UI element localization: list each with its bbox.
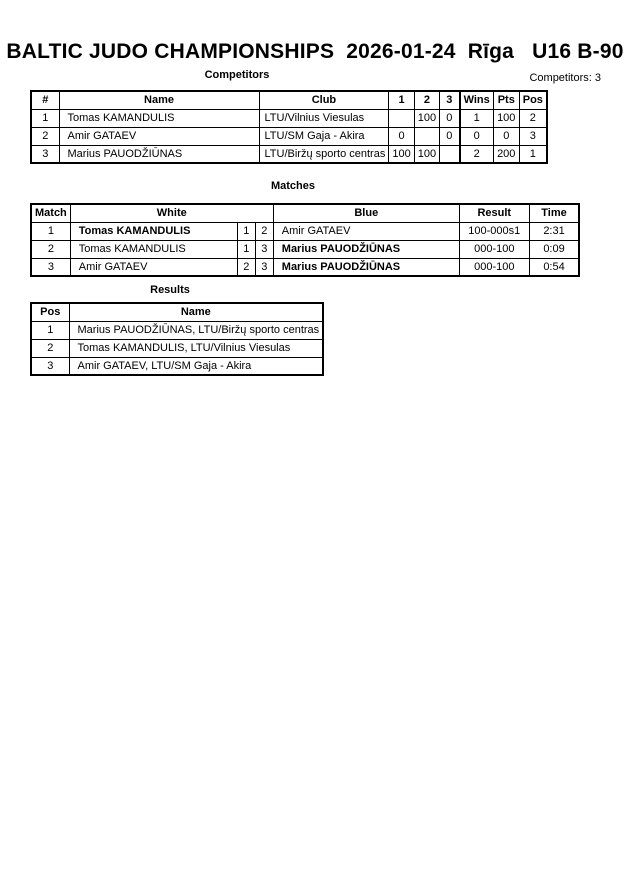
match-result: 000-100 bbox=[459, 240, 529, 258]
match-row bbox=[31, 240, 579, 258]
result-row bbox=[31, 357, 323, 375]
competitor-pts: 100 bbox=[493, 109, 519, 127]
match-row bbox=[31, 258, 579, 276]
blue-draw-number: 2 bbox=[255, 222, 273, 240]
competitors-count: Competitors: 3 bbox=[529, 72, 601, 84]
score-vs-3 bbox=[440, 145, 460, 163]
score-vs-2: 100 bbox=[414, 145, 439, 163]
page-title: BALTIC JUDO CHAMPIONSHIPS 2026-01-24 Rīga U16 B-90 bbox=[6, 40, 624, 63]
white-competitor: Tomas KAMANDULIS bbox=[70, 240, 237, 258]
competitor-row bbox=[31, 109, 547, 127]
matches-section-label: Matches bbox=[270, 180, 316, 192]
blue-competitor: Marius PAUODŽIŪNAS bbox=[273, 240, 459, 258]
competitor-club: LTU/SM Gaja - Akira bbox=[259, 127, 389, 145]
match-time: 2:31 bbox=[529, 222, 579, 240]
match-result: 100-000s1 bbox=[459, 222, 529, 240]
matches-header-row bbox=[31, 204, 579, 222]
matches-table bbox=[30, 203, 580, 277]
blue-competitor: Marius PAUODŽIŪNAS bbox=[273, 258, 459, 276]
match-result: 000-100 bbox=[459, 258, 529, 276]
competitor-row bbox=[31, 145, 547, 163]
competitor-club: LTU/Vilnius Viesulas bbox=[259, 109, 389, 127]
blue-competitor: Amir GATAEV bbox=[273, 222, 459, 240]
competitor-pts: 200 bbox=[493, 145, 519, 163]
score-vs-2 bbox=[414, 127, 439, 145]
competitor-club: LTU/Biržų sporto centras bbox=[259, 145, 389, 163]
white-competitor: Amir GATAEV bbox=[70, 258, 237, 276]
col-header-pts: Pts bbox=[493, 91, 519, 109]
blue-draw-number: 3 bbox=[255, 240, 273, 258]
col-header-white: White bbox=[70, 204, 273, 222]
score-vs-1: 100 bbox=[389, 145, 414, 163]
col-header-time: Time bbox=[529, 204, 579, 222]
result-name: Tomas KAMANDULIS, LTU/Vilnius Viesulas bbox=[69, 339, 323, 357]
result-row bbox=[31, 339, 323, 357]
results-section-label: Results bbox=[150, 284, 190, 296]
result-pos: 2 bbox=[31, 339, 69, 357]
competitors-table bbox=[30, 90, 548, 164]
score-vs-1: 0 bbox=[389, 127, 414, 145]
results-table bbox=[30, 302, 324, 376]
competitors-section-label: Competitors bbox=[204, 69, 270, 81]
competitor-name: Amir GATAEV bbox=[59, 127, 259, 145]
competitor-pts: 0 bbox=[493, 127, 519, 145]
result-name: Amir GATAEV, LTU/SM Gaja - Akira bbox=[69, 357, 323, 375]
competitor-name: Tomas KAMANDULIS bbox=[59, 109, 259, 127]
score-vs-1 bbox=[389, 109, 414, 127]
score-vs-2: 100 bbox=[414, 109, 439, 127]
match-number: 1 bbox=[31, 222, 70, 240]
col-header-name: Name bbox=[69, 303, 323, 321]
competitor-num: 2 bbox=[31, 127, 59, 145]
col-header-3: 3 bbox=[440, 91, 460, 109]
result-pos: 1 bbox=[31, 321, 69, 339]
result-name: Marius PAUODŽIŪNAS, LTU/Biržų sporto centras bbox=[69, 321, 323, 339]
competitor-row bbox=[31, 127, 547, 145]
col-header-match: Match bbox=[31, 204, 70, 222]
col-header-2: 2 bbox=[414, 91, 439, 109]
score-vs-3: 0 bbox=[440, 127, 460, 145]
col-header-num: # bbox=[31, 91, 59, 109]
competitor-pos: 2 bbox=[519, 109, 547, 127]
result-pos: 3 bbox=[31, 357, 69, 375]
match-number: 3 bbox=[31, 258, 70, 276]
competitors-header-row bbox=[31, 91, 547, 109]
blue-draw-number: 3 bbox=[255, 258, 273, 276]
white-draw-number: 1 bbox=[237, 222, 255, 240]
competitor-wins: 1 bbox=[460, 109, 494, 127]
competitor-num: 3 bbox=[31, 145, 59, 163]
match-time: 0:09 bbox=[529, 240, 579, 258]
score-vs-3: 0 bbox=[440, 109, 460, 127]
competitor-wins: 2 bbox=[460, 145, 494, 163]
white-competitor: Tomas KAMANDULIS bbox=[70, 222, 237, 240]
result-row bbox=[31, 321, 323, 339]
col-header-name: Name bbox=[59, 91, 259, 109]
white-draw-number: 2 bbox=[237, 258, 255, 276]
col-header-club: Club bbox=[259, 91, 389, 109]
col-header-wins: Wins bbox=[460, 91, 494, 109]
match-row bbox=[31, 222, 579, 240]
competitor-wins: 0 bbox=[460, 127, 494, 145]
col-header-pos: Pos bbox=[519, 91, 547, 109]
match-number: 2 bbox=[31, 240, 70, 258]
competitor-pos: 1 bbox=[519, 145, 547, 163]
competitor-name: Marius PAUODŽIŪNAS bbox=[59, 145, 259, 163]
col-header-result: Result bbox=[459, 204, 529, 222]
col-header-blue: Blue bbox=[273, 204, 459, 222]
competitor-num: 1 bbox=[31, 109, 59, 127]
competitor-pos: 3 bbox=[519, 127, 547, 145]
results-header-row bbox=[31, 303, 323, 321]
col-header-1: 1 bbox=[389, 91, 414, 109]
match-time: 0:54 bbox=[529, 258, 579, 276]
white-draw-number: 1 bbox=[237, 240, 255, 258]
col-header-pos: Pos bbox=[31, 303, 69, 321]
